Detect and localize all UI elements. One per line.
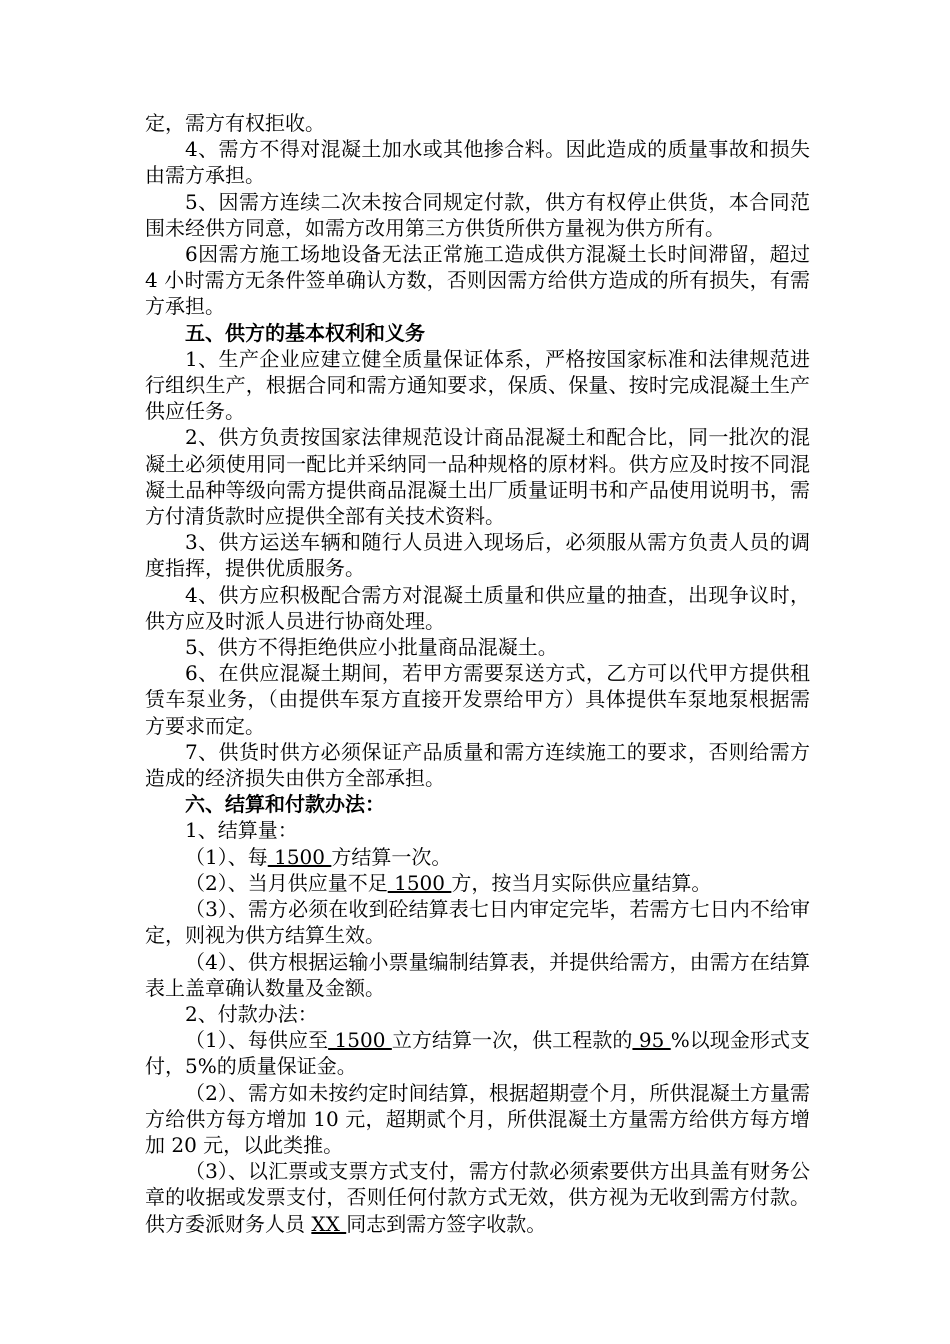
blank-value: 95 (632, 1028, 671, 1053)
blank-value: 1500 (387, 870, 452, 895)
text-run: 立方结算一次，供工程款的 (391, 1028, 633, 1053)
paragraph: 定，需方有权拒收。 (145, 111, 325, 135)
paragraph: 4、需方不得对混凝土加水或其他掺合料。因此造成的质量事故和损失由需方承担。 (145, 137, 810, 188)
paragraph: （4）、供方根据运输小票量编制结算表，并提供给需方，由需方在结算表上盖章确认数量及金额。 (145, 949, 810, 1000)
fill-paragraph (145, 1158, 810, 1237)
text-run: （2）、当月供应量不足 (185, 870, 388, 895)
paragraph: 3、供方运送车辆和随行人员进入现场后，必须服从需方负责人员的调度指挥，提供优质服务。 (145, 530, 810, 581)
blank-value: 1500 (328, 1028, 392, 1053)
fill-paragraph (145, 870, 810, 896)
paragraph: 6因需方施工场地设备无法正常施工造成供方混凝土长时间滞留，超过 4 小时需方无条件签单确认方数，否则因需方给供方造成的所有损失，有需方承担。 (145, 242, 810, 319)
paragraph: 4、供方应积极配合需方对混凝土质量和供应量的抽查，出现争议时，供方应及时派人员进行协商处理。 (145, 582, 810, 633)
paragraph: 7、供货时供方必须保证产品质量和需方连续施工的要求，否则给需方造成的经济损失由供方全部承担。 (145, 739, 810, 791)
blank-value: XX (311, 1211, 347, 1236)
text-run: （1）、每供应至 (185, 1028, 329, 1053)
section-heading: 五、供方的基本权利和义务 (185, 320, 425, 345)
text-run: （3）、以汇票或支票方式支付，需方付款必须索要供方出具盖有财务公章的收据或发票支付，否则任何付款方式无效，供方视为无收到需方付款。供方委派财务人员 (145, 1159, 810, 1236)
paragraph: 1、生产企业应建立健全质量保证体系，严格按国家标准和法律规范进行组织生产，根据合同和需方通知要求，保质、保量、按时完成混凝土生产供应任务。 (145, 346, 810, 424)
blank-value: 1500 (267, 844, 332, 869)
paragraph: 5、供方不得拒绝供应小批量商品混凝土。 (185, 635, 558, 660)
paragraph: 6、在供应混凝土期间，若甲方需要泵送方式，乙方可以代甲方提供租赁车泵业务，（由提供车泵方直接开发票给甲方）具体提供车泵地泵根据需方要求而定。 (145, 661, 810, 738)
text-run: 方结算一次。 (331, 844, 452, 869)
fill-paragraph (145, 1027, 810, 1079)
contract-page (145, 110, 810, 1237)
paragraph: 1、结算量： (185, 818, 298, 843)
paragraph: 2、供方负责按国家法律规范设计商品混凝土和配合比，同一批次的混凝土必须使用同一配比并采纳同一品种规格的原材料。供方应及时按不同混凝土品种等级向需方提供商品混凝土出厂质量证明书和产品使用说明书，需方付清货款时应提供全部有关技术资料。 (145, 425, 810, 529)
text-run: （1）、每 (185, 844, 268, 869)
paragraph: （2）、需方如未按约定时间结算，根据超期壹个月，所供混凝土方量需方给供方每方增加 10 元，超期贰个月，所供混凝土方量需方给供方每方增加 20 元，以此类推。 (145, 1080, 810, 1157)
text-run: 同志到需方签字收款。 (346, 1211, 547, 1236)
text-run: 方，按当月实际供应量结算。 (451, 870, 712, 895)
paragraph: （3）、需方必须在收到砼结算表七日内审定完毕，若需方七日内不给审定，则视为供方结算生效。 (145, 897, 810, 948)
fill-paragraph (145, 844, 810, 870)
section-heading: 六、结算和付款办法： (185, 792, 385, 817)
text-run: %以现金形式支付，5%的质量保证金。 (145, 1028, 810, 1079)
paragraph: 2、付款办法： (185, 1001, 318, 1026)
paragraph: 5、因需方连续二次未按合同规定付款，供方有权停止供货，本合同范围未经供方同意，如需方改用第三方供货所供方量视为供方所有。 (145, 189, 810, 240)
